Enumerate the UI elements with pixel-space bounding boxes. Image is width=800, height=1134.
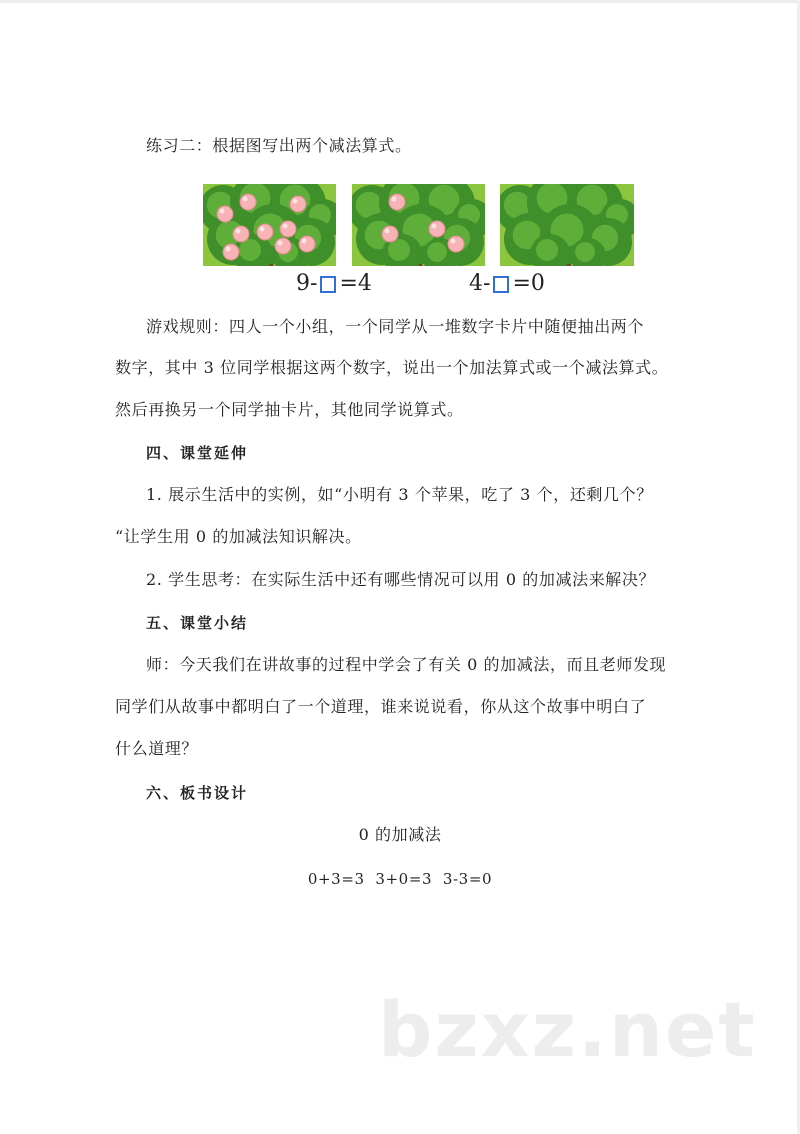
- equation-1: [296, 271, 372, 297]
- peach-icon: [299, 236, 315, 252]
- peach-tree-image-1: [203, 184, 336, 266]
- board-formulas: 0+3=3 3+0=3 3-3=0: [307, 870, 493, 888]
- peach-icon: [389, 194, 405, 210]
- peach-icon: [382, 226, 398, 242]
- section5-line2: 同学们从故事中都明白了一个道理，谁来说说看，你从这个故事中明白了: [115, 697, 647, 716]
- peach-icon: [275, 238, 291, 254]
- exercise2-text: 练习二：根据图写出两个减法算式。: [146, 136, 412, 155]
- board-title: 0 的加减法: [358, 825, 442, 844]
- section4-heading: 四、课堂延伸: [146, 444, 249, 462]
- game-rule-line-3: 然后再换另一个同学抽卡片，其他同学说算式。: [115, 400, 464, 419]
- section4-item2: 2. 学生思考：在实际生活中还有哪些情况可以用 0 的加减法来解决？: [146, 570, 656, 589]
- blank-box-icon: [493, 276, 509, 293]
- section5-line1: 师：今天我们在讲故事的过程中学会了有关 0 的加减法，而且老师发现: [146, 655, 667, 674]
- game-rule-line-2: 数字，其中 3 位同学根据这两个数字，说出一个加法算式或一个减法算式。: [115, 358, 669, 377]
- watermark: bzxz.net: [378, 985, 757, 1074]
- equation-1-right: =4: [339, 271, 372, 296]
- game-rule-line-1: 游戏规则：四人一个小组，一个同学从一堆数字卡片中随便抽出两个: [146, 317, 645, 336]
- section5-heading: 五、课堂小结: [146, 614, 249, 632]
- equation-1-left: 9-: [296, 271, 318, 296]
- peach-icon: [217, 206, 233, 222]
- peach-tree-image-3: [500, 184, 634, 266]
- peach-icon: [257, 224, 273, 240]
- page-top-edge: [0, 0, 800, 3]
- section4-item1-line2: “让学生用 0 的加减法知识解决。: [115, 527, 362, 546]
- equation-2-right: =0: [512, 271, 545, 296]
- peach-icon: [240, 194, 256, 210]
- blank-box-icon: [320, 276, 336, 293]
- section6-heading: 六、板书设计: [146, 784, 249, 802]
- equation-2: [469, 271, 545, 297]
- section4-item1-line1: 1. 展示生活中的实例，如“小明有 3 个苹果，吃了 3 个，还剩几个？: [146, 485, 653, 504]
- section5-line3: 什么道理？: [115, 739, 199, 758]
- peach-icon: [429, 221, 445, 237]
- equation-2-left: 4-: [469, 271, 491, 296]
- peach-icon: [223, 244, 239, 260]
- peach-icon: [280, 221, 296, 237]
- peach-tree-image-2: [352, 184, 485, 266]
- peach-icon: [233, 226, 249, 242]
- peach-icon: [290, 196, 306, 212]
- peach-icon: [448, 236, 464, 252]
